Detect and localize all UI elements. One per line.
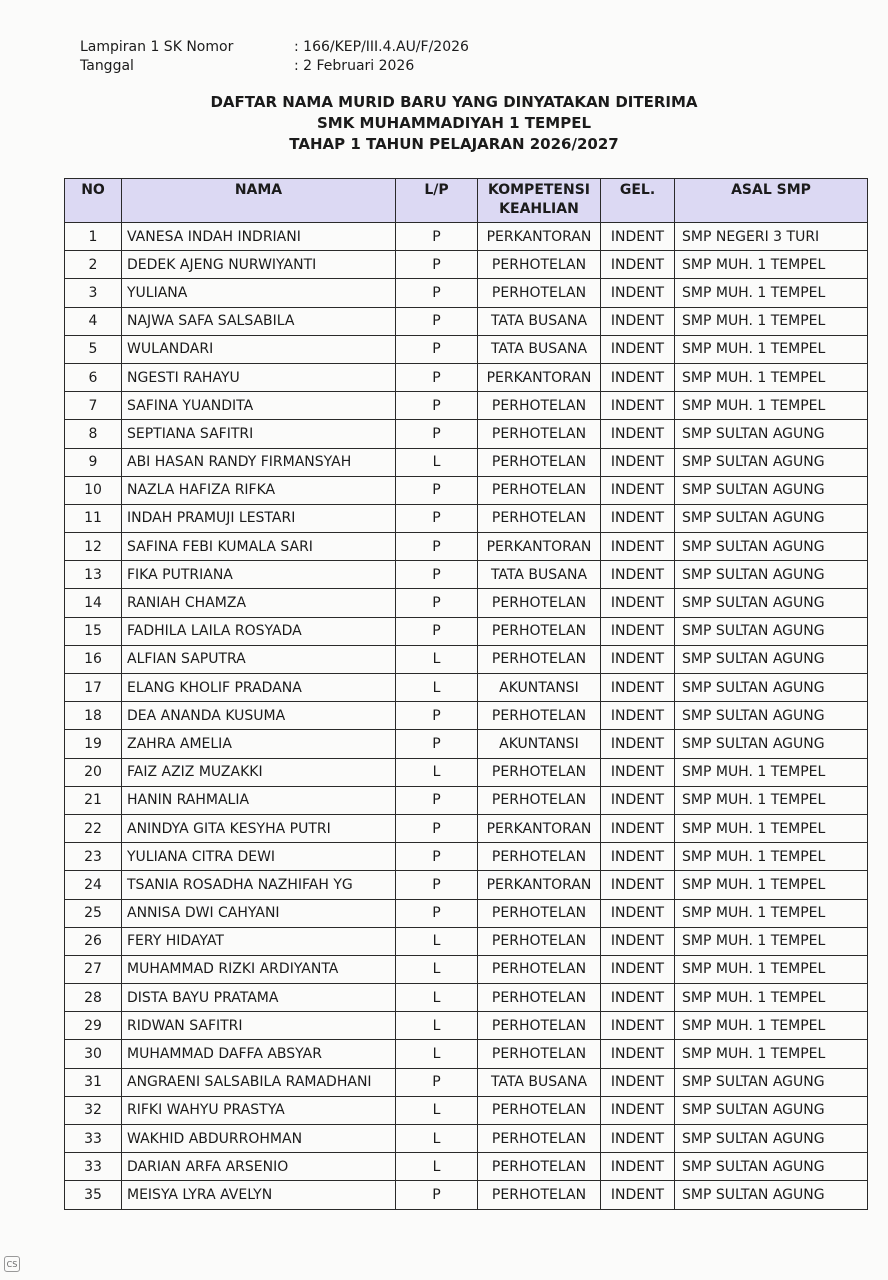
row-nama: ANINDYA GITA KESYHA PUTRI bbox=[122, 814, 396, 842]
row-asal-smp: SMP MUH. 1 TEMPEL bbox=[675, 814, 868, 842]
row-lp: P bbox=[396, 533, 478, 561]
table-row bbox=[65, 984, 868, 1012]
row-kompetensi: PERHOTELAN bbox=[478, 504, 601, 532]
row-nama: ELANG KHOLIF PRADANA bbox=[122, 674, 396, 702]
row-gel: INDENT bbox=[601, 984, 675, 1012]
header-kompetensi: KOMPETENSI KEAHLIAN bbox=[478, 179, 601, 223]
lampiran-value: : 166/KEP/III.4.AU/F/2026 bbox=[294, 39, 469, 55]
row-lp: P bbox=[396, 702, 478, 730]
row-asal-smp: SMP SULTAN AGUNG bbox=[675, 476, 868, 504]
title-line-1: DAFTAR NAMA MURID BARU YANG DINYATAKAN DITERIMA bbox=[210, 93, 698, 111]
row-gel: INDENT bbox=[601, 758, 675, 786]
row-lp: P bbox=[396, 335, 478, 363]
row-gel: INDENT bbox=[601, 335, 675, 363]
row-kompetensi: PERHOTELAN bbox=[478, 1153, 601, 1181]
row-kompetensi: PERKANTORAN bbox=[478, 814, 601, 842]
document-title bbox=[0, 92, 888, 155]
table-row bbox=[65, 899, 868, 927]
row-nama: RIDWAN SAFITRI bbox=[122, 1012, 396, 1040]
table-row bbox=[65, 758, 868, 786]
row-no: 27 bbox=[65, 955, 122, 983]
row-nama: WAKHID ABDURROHMAN bbox=[122, 1125, 396, 1153]
row-gel: INDENT bbox=[601, 927, 675, 955]
table-row bbox=[65, 1125, 868, 1153]
row-kompetensi: PERHOTELAN bbox=[478, 589, 601, 617]
table-row bbox=[65, 730, 868, 758]
row-kompetensi: PERKANTORAN bbox=[478, 223, 601, 251]
table-row bbox=[65, 814, 868, 842]
table-row bbox=[65, 251, 868, 279]
row-nama: INDAH PRAMUJI LESTARI bbox=[122, 504, 396, 532]
table-row bbox=[65, 504, 868, 532]
row-asal-smp: SMP SULTAN AGUNG bbox=[675, 1181, 868, 1209]
lampiran-row bbox=[80, 38, 469, 57]
row-kompetensi: PERHOTELAN bbox=[478, 984, 601, 1012]
row-asal-smp: SMP MUH. 1 TEMPEL bbox=[675, 984, 868, 1012]
row-nama: YULIANA bbox=[122, 279, 396, 307]
row-asal-smp: SMP MUH. 1 TEMPEL bbox=[675, 843, 868, 871]
row-lp: P bbox=[396, 251, 478, 279]
row-gel: INDENT bbox=[601, 476, 675, 504]
lampiran-label: Lampiran 1 SK Nomor bbox=[80, 39, 234, 55]
row-kompetensi: TATA BUSANA bbox=[478, 561, 601, 589]
row-gel: INDENT bbox=[601, 589, 675, 617]
row-gel: INDENT bbox=[601, 363, 675, 391]
row-lp: P bbox=[396, 617, 478, 645]
row-lp: L bbox=[396, 1012, 478, 1040]
row-lp: P bbox=[396, 279, 478, 307]
row-asal-smp: SMP MUH. 1 TEMPEL bbox=[675, 279, 868, 307]
row-gel: INDENT bbox=[601, 392, 675, 420]
table-row bbox=[65, 363, 868, 391]
row-gel: INDENT bbox=[601, 307, 675, 335]
row-asal-smp: SMP SULTAN AGUNG bbox=[675, 448, 868, 476]
row-nama: DEA ANANDA KUSUMA bbox=[122, 702, 396, 730]
row-kompetensi: PERKANTORAN bbox=[478, 363, 601, 391]
row-gel: INDENT bbox=[601, 279, 675, 307]
row-gel: INDENT bbox=[601, 420, 675, 448]
row-asal-smp: SMP SULTAN AGUNG bbox=[675, 589, 868, 617]
row-gel: INDENT bbox=[601, 955, 675, 983]
row-no: 2 bbox=[65, 251, 122, 279]
row-asal-smp: SMP SULTAN AGUNG bbox=[675, 1153, 868, 1181]
row-asal-smp: SMP SULTAN AGUNG bbox=[675, 1068, 868, 1096]
row-asal-smp: SMP SULTAN AGUNG bbox=[675, 533, 868, 561]
table-row bbox=[65, 674, 868, 702]
row-no: 19 bbox=[65, 730, 122, 758]
row-gel: INDENT bbox=[601, 561, 675, 589]
row-no: 16 bbox=[65, 645, 122, 673]
row-nama: MUHAMMAD DAFFA ABSYAR bbox=[122, 1040, 396, 1068]
row-lp: L bbox=[396, 674, 478, 702]
row-kompetensi: PERHOTELAN bbox=[478, 420, 601, 448]
row-gel: INDENT bbox=[601, 786, 675, 814]
row-asal-smp: SMP SULTAN AGUNG bbox=[675, 617, 868, 645]
row-lp: P bbox=[396, 843, 478, 871]
row-no: 32 bbox=[65, 1096, 122, 1124]
table-row bbox=[65, 871, 868, 899]
row-lp: L bbox=[396, 1125, 478, 1153]
row-lp: L bbox=[396, 955, 478, 983]
row-nama: MUHAMMAD RIZKI ARDIYANTA bbox=[122, 955, 396, 983]
row-no: 22 bbox=[65, 814, 122, 842]
row-asal-smp: SMP MUH. 1 TEMPEL bbox=[675, 335, 868, 363]
row-no: 12 bbox=[65, 533, 122, 561]
row-nama: TSANIA ROSADHA NAZHIFAH YG bbox=[122, 871, 396, 899]
row-lp: L bbox=[396, 1096, 478, 1124]
row-asal-smp: SMP SULTAN AGUNG bbox=[675, 730, 868, 758]
table-body bbox=[65, 223, 868, 1210]
row-asal-smp: SMP SULTAN AGUNG bbox=[675, 1096, 868, 1124]
row-lp: P bbox=[396, 1068, 478, 1096]
row-no: 3 bbox=[65, 279, 122, 307]
row-no: 17 bbox=[65, 674, 122, 702]
table-row bbox=[65, 448, 868, 476]
row-nama: FIKA PUTRIANA bbox=[122, 561, 396, 589]
row-gel: INDENT bbox=[601, 1125, 675, 1153]
header-lp: L/P bbox=[396, 179, 478, 223]
row-nama: DARIAN ARFA ARSENIO bbox=[122, 1153, 396, 1181]
row-asal-smp: SMP MUH. 1 TEMPEL bbox=[675, 871, 868, 899]
row-gel: INDENT bbox=[601, 1096, 675, 1124]
document-meta bbox=[80, 38, 469, 76]
row-lp: L bbox=[396, 1040, 478, 1068]
row-kompetensi: PERHOTELAN bbox=[478, 1012, 601, 1040]
scanner-watermark bbox=[4, 1256, 20, 1272]
row-asal-smp: SMP SULTAN AGUNG bbox=[675, 702, 868, 730]
header-gel: GEL. bbox=[601, 179, 675, 223]
row-lp: P bbox=[396, 871, 478, 899]
header-asal-smp: ASAL SMP bbox=[675, 179, 868, 223]
row-nama: FADHILA LAILA ROSYADA bbox=[122, 617, 396, 645]
row-no: 29 bbox=[65, 1012, 122, 1040]
row-kompetensi: PERHOTELAN bbox=[478, 927, 601, 955]
table-row bbox=[65, 1012, 868, 1040]
row-kompetensi: PERKANTORAN bbox=[478, 871, 601, 899]
row-gel: INDENT bbox=[601, 871, 675, 899]
row-no: 18 bbox=[65, 702, 122, 730]
row-nama: YULIANA CITRA DEWI bbox=[122, 843, 396, 871]
row-gel: INDENT bbox=[601, 899, 675, 927]
table-row bbox=[65, 702, 868, 730]
row-no: 28 bbox=[65, 984, 122, 1012]
table-row bbox=[65, 955, 868, 983]
row-nama: NGESTI RAHAYU bbox=[122, 363, 396, 391]
row-no: 13 bbox=[65, 561, 122, 589]
row-kompetensi: PERHOTELAN bbox=[478, 955, 601, 983]
row-kompetensi: PERHOTELAN bbox=[478, 476, 601, 504]
row-lp: P bbox=[396, 786, 478, 814]
row-kompetensi: PERHOTELAN bbox=[478, 758, 601, 786]
row-no: 30 bbox=[65, 1040, 122, 1068]
row-asal-smp: SMP MUH. 1 TEMPEL bbox=[675, 1040, 868, 1068]
row-kompetensi: PERHOTELAN bbox=[478, 702, 601, 730]
row-no: 35 bbox=[65, 1181, 122, 1209]
table-row bbox=[65, 561, 868, 589]
table-row bbox=[65, 1096, 868, 1124]
row-kompetensi: AKUNTANSI bbox=[478, 674, 601, 702]
row-no: 31 bbox=[65, 1068, 122, 1096]
row-nama: NAZLA HAFIZA RIFKA bbox=[122, 476, 396, 504]
tanggal-value: : 2 Februari 2026 bbox=[294, 58, 415, 74]
row-no: 9 bbox=[65, 448, 122, 476]
row-gel: INDENT bbox=[601, 730, 675, 758]
table-row bbox=[65, 843, 868, 871]
row-gel: INDENT bbox=[601, 617, 675, 645]
row-lp: P bbox=[396, 730, 478, 758]
row-lp: P bbox=[396, 307, 478, 335]
row-no: 25 bbox=[65, 899, 122, 927]
table-row bbox=[65, 335, 868, 363]
row-kompetensi: PERHOTELAN bbox=[478, 392, 601, 420]
header-nama: NAMA bbox=[122, 179, 396, 223]
row-no: 33 bbox=[65, 1125, 122, 1153]
table-row bbox=[65, 279, 868, 307]
row-nama: VANESA INDAH INDRIANI bbox=[122, 223, 396, 251]
row-nama: RANIAH CHAMZA bbox=[122, 589, 396, 617]
row-gel: INDENT bbox=[601, 1068, 675, 1096]
row-asal-smp: SMP MUH. 1 TEMPEL bbox=[675, 307, 868, 335]
row-asal-smp: SMP MUH. 1 TEMPEL bbox=[675, 899, 868, 927]
row-gel: INDENT bbox=[601, 1181, 675, 1209]
row-kompetensi: TATA BUSANA bbox=[478, 1068, 601, 1096]
students-table bbox=[64, 178, 868, 1210]
row-no: 7 bbox=[65, 392, 122, 420]
row-nama: ANGRAENI SALSABILA RAMADHANI bbox=[122, 1068, 396, 1096]
row-lp: P bbox=[396, 223, 478, 251]
row-gel: INDENT bbox=[601, 1153, 675, 1181]
row-no: 10 bbox=[65, 476, 122, 504]
row-gel: INDENT bbox=[601, 251, 675, 279]
row-lp: L bbox=[396, 448, 478, 476]
row-nama: ALFIAN SAPUTRA bbox=[122, 645, 396, 673]
row-nama: ZAHRA AMELIA bbox=[122, 730, 396, 758]
row-asal-smp: SMP SULTAN AGUNG bbox=[675, 645, 868, 673]
row-asal-smp: SMP SULTAN AGUNG bbox=[675, 561, 868, 589]
row-no: 8 bbox=[65, 420, 122, 448]
row-nama: FERY HIDAYAT bbox=[122, 927, 396, 955]
row-asal-smp: SMP MUH. 1 TEMPEL bbox=[675, 392, 868, 420]
row-asal-smp: SMP SULTAN AGUNG bbox=[675, 674, 868, 702]
table-row bbox=[65, 533, 868, 561]
row-no: 5 bbox=[65, 335, 122, 363]
row-nama: SAFINA YUANDITA bbox=[122, 392, 396, 420]
row-lp: L bbox=[396, 984, 478, 1012]
row-no: 33 bbox=[65, 1153, 122, 1181]
table-row bbox=[65, 307, 868, 335]
row-lp: P bbox=[396, 814, 478, 842]
row-gel: INDENT bbox=[601, 223, 675, 251]
row-gel: INDENT bbox=[601, 814, 675, 842]
row-lp: L bbox=[396, 758, 478, 786]
table-row bbox=[65, 617, 868, 645]
row-lp: P bbox=[396, 392, 478, 420]
row-gel: INDENT bbox=[601, 533, 675, 561]
row-lp: P bbox=[396, 363, 478, 391]
row-lp: L bbox=[396, 1153, 478, 1181]
row-kompetensi: PERHOTELAN bbox=[478, 843, 601, 871]
table-row bbox=[65, 223, 868, 251]
title-line-2: SMK MUHAMMADIYAH 1 TEMPEL bbox=[316, 114, 591, 132]
row-no: 6 bbox=[65, 363, 122, 391]
row-no: 11 bbox=[65, 504, 122, 532]
row-kompetensi: PERHOTELAN bbox=[478, 645, 601, 673]
row-no: 21 bbox=[65, 786, 122, 814]
row-no: 20 bbox=[65, 758, 122, 786]
row-lp: P bbox=[396, 476, 478, 504]
header-no: NO bbox=[65, 179, 122, 223]
row-gel: INDENT bbox=[601, 1012, 675, 1040]
row-asal-smp: SMP SULTAN AGUNG bbox=[675, 420, 868, 448]
row-lp: P bbox=[396, 589, 478, 617]
row-gel: INDENT bbox=[601, 1040, 675, 1068]
row-lp: P bbox=[396, 561, 478, 589]
table-row bbox=[65, 1153, 868, 1181]
row-gel: INDENT bbox=[601, 674, 675, 702]
row-asal-smp: SMP MUH. 1 TEMPEL bbox=[675, 955, 868, 983]
row-kompetensi: PERHOTELAN bbox=[478, 786, 601, 814]
row-nama: ABI HASAN RANDY FIRMANSYAH bbox=[122, 448, 396, 476]
row-nama: SAFINA FEBI KUMALA SARI bbox=[122, 533, 396, 561]
row-nama: HANIN RAHMALIA bbox=[122, 786, 396, 814]
row-lp: P bbox=[396, 1181, 478, 1209]
row-kompetensi: PERHOTELAN bbox=[478, 279, 601, 307]
row-asal-smp: SMP SULTAN AGUNG bbox=[675, 504, 868, 532]
row-kompetensi: PERHOTELAN bbox=[478, 899, 601, 927]
table-row bbox=[65, 1068, 868, 1096]
row-kompetensi: PERHOTELAN bbox=[478, 1125, 601, 1153]
row-gel: INDENT bbox=[601, 448, 675, 476]
row-kompetensi: PERHOTELAN bbox=[478, 448, 601, 476]
row-asal-smp: SMP NEGERI 3 TURI bbox=[675, 223, 868, 251]
table-row bbox=[65, 1040, 868, 1068]
tanggal-row bbox=[80, 57, 469, 76]
row-kompetensi: PERHOTELAN bbox=[478, 251, 601, 279]
row-nama: DISTA BAYU PRATAMA bbox=[122, 984, 396, 1012]
table-row bbox=[65, 645, 868, 673]
row-no: 26 bbox=[65, 927, 122, 955]
table-row bbox=[65, 1181, 868, 1209]
camscanner-logo-icon: CS bbox=[4, 1256, 20, 1272]
row-lp: L bbox=[396, 645, 478, 673]
table-header-row bbox=[65, 179, 868, 223]
row-nama: WULANDARI bbox=[122, 335, 396, 363]
table-row bbox=[65, 476, 868, 504]
row-kompetensi: PERKANTORAN bbox=[478, 533, 601, 561]
row-asal-smp: SMP MUH. 1 TEMPEL bbox=[675, 363, 868, 391]
table-row bbox=[65, 927, 868, 955]
row-nama: MEISYA LYRA AVELYN bbox=[122, 1181, 396, 1209]
table-row bbox=[65, 786, 868, 814]
table-row bbox=[65, 392, 868, 420]
row-nama: DEDEK AJENG NURWIYANTI bbox=[122, 251, 396, 279]
row-asal-smp: SMP MUH. 1 TEMPEL bbox=[675, 927, 868, 955]
row-kompetensi: PERHOTELAN bbox=[478, 617, 601, 645]
row-lp: P bbox=[396, 420, 478, 448]
row-kompetensi: PERHOTELAN bbox=[478, 1040, 601, 1068]
row-lp: P bbox=[396, 899, 478, 927]
row-no: 4 bbox=[65, 307, 122, 335]
row-kompetensi: PERHOTELAN bbox=[478, 1181, 601, 1209]
row-nama: SEPTIANA SAFITRI bbox=[122, 420, 396, 448]
row-nama: FAIZ AZIZ MUZAKKI bbox=[122, 758, 396, 786]
row-lp: L bbox=[396, 927, 478, 955]
row-nama: ANNISA DWI CAHYANI bbox=[122, 899, 396, 927]
row-no: 15 bbox=[65, 617, 122, 645]
row-lp: P bbox=[396, 504, 478, 532]
row-asal-smp: SMP MUH. 1 TEMPEL bbox=[675, 786, 868, 814]
row-asal-smp: SMP MUH. 1 TEMPEL bbox=[675, 251, 868, 279]
tanggal-label: Tanggal bbox=[80, 58, 134, 74]
title-line-3: TAHAP 1 TAHUN PELAJARAN 2026/2027 bbox=[289, 135, 619, 153]
row-no: 14 bbox=[65, 589, 122, 617]
row-nama: RIFKI WAHYU PRASTYA bbox=[122, 1096, 396, 1124]
table-row bbox=[65, 420, 868, 448]
row-gel: INDENT bbox=[601, 843, 675, 871]
row-gel: INDENT bbox=[601, 702, 675, 730]
row-kompetensi: AKUNTANSI bbox=[478, 730, 601, 758]
row-kompetensi: TATA BUSANA bbox=[478, 307, 601, 335]
row-gel: INDENT bbox=[601, 645, 675, 673]
row-gel: INDENT bbox=[601, 504, 675, 532]
row-asal-smp: SMP MUH. 1 TEMPEL bbox=[675, 758, 868, 786]
row-kompetensi: TATA BUSANA bbox=[478, 335, 601, 363]
row-kompetensi: PERHOTELAN bbox=[478, 1096, 601, 1124]
table-row bbox=[65, 589, 868, 617]
row-no: 23 bbox=[65, 843, 122, 871]
row-no: 1 bbox=[65, 223, 122, 251]
row-asal-smp: SMP MUH. 1 TEMPEL bbox=[675, 1012, 868, 1040]
row-asal-smp: SMP SULTAN AGUNG bbox=[675, 1125, 868, 1153]
row-no: 24 bbox=[65, 871, 122, 899]
row-nama: NAJWA SAFA SALSABILA bbox=[122, 307, 396, 335]
